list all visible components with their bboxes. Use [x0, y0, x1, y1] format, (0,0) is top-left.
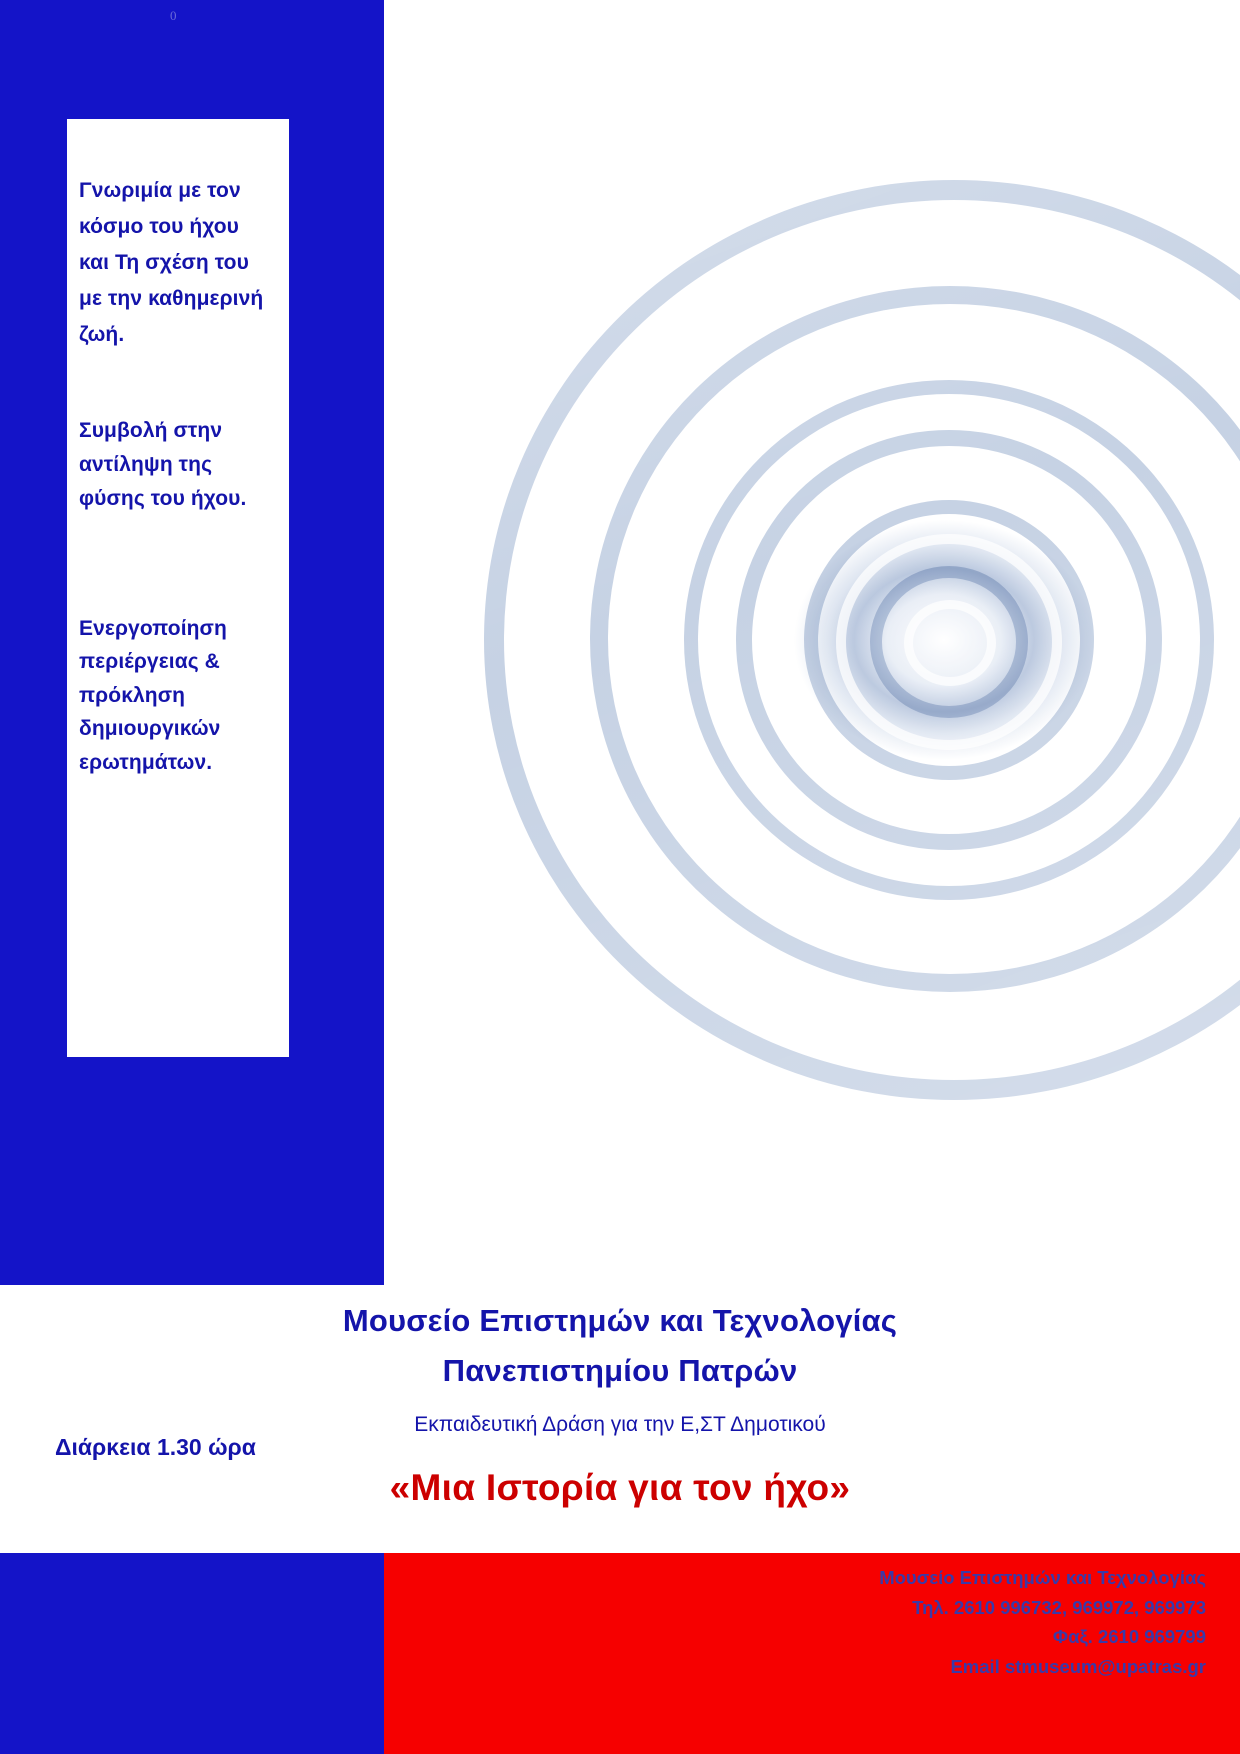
- aims-text-box: [67, 119, 289, 1057]
- aim-paragraph-1: Γνωριμία με τον κόσμο του ήχου και Τη σχέση του με την καθημερινή ζωή.: [79, 179, 264, 347]
- title-band: [0, 1285, 1240, 1553]
- bottom-blue-band: [0, 1553, 384, 1754]
- aim-paragraph-3: Ενεργοποίηση περιέργειας & πρόκληση δημιουργικών ερωτημάτων.: [79, 616, 227, 774]
- contact-line-fax: Φαξ. 2610 969799: [1052, 1626, 1206, 1648]
- contact-block: [879, 1563, 1206, 1681]
- aim-paragraph-2: Συμβολή στην αντίληψη της φύσης του ήχου.: [79, 418, 247, 510]
- water-ripple-image: [384, 0, 1240, 1285]
- museum-title-line-1: Μουσείο Επιστημών και Τεχνολογίας: [342, 1303, 898, 1338]
- contact-line-museum: Μουσείο Επιστημών και Τεχνολογίας: [879, 1567, 1206, 1588]
- event-title: «Μια Ιστορία για τον ήχο»: [389, 1467, 851, 1508]
- contact-line-email: Email stmuseum@upatras.gr: [950, 1655, 1206, 1677]
- duration-label: Διάρκεια 1.30 ώρα: [55, 1434, 256, 1460]
- stray-mark: 0: [170, 8, 177, 23]
- museum-title-line-2: Πανεπιστημίου Πατρών: [442, 1353, 798, 1388]
- contact-line-phone: Τηλ. 2610 996732, 969972, 969973: [912, 1596, 1206, 1618]
- poster-subtitle: Εκπαιδευτική Δράση για την Ε,ΣΤ Δημοτικού: [414, 1413, 826, 1436]
